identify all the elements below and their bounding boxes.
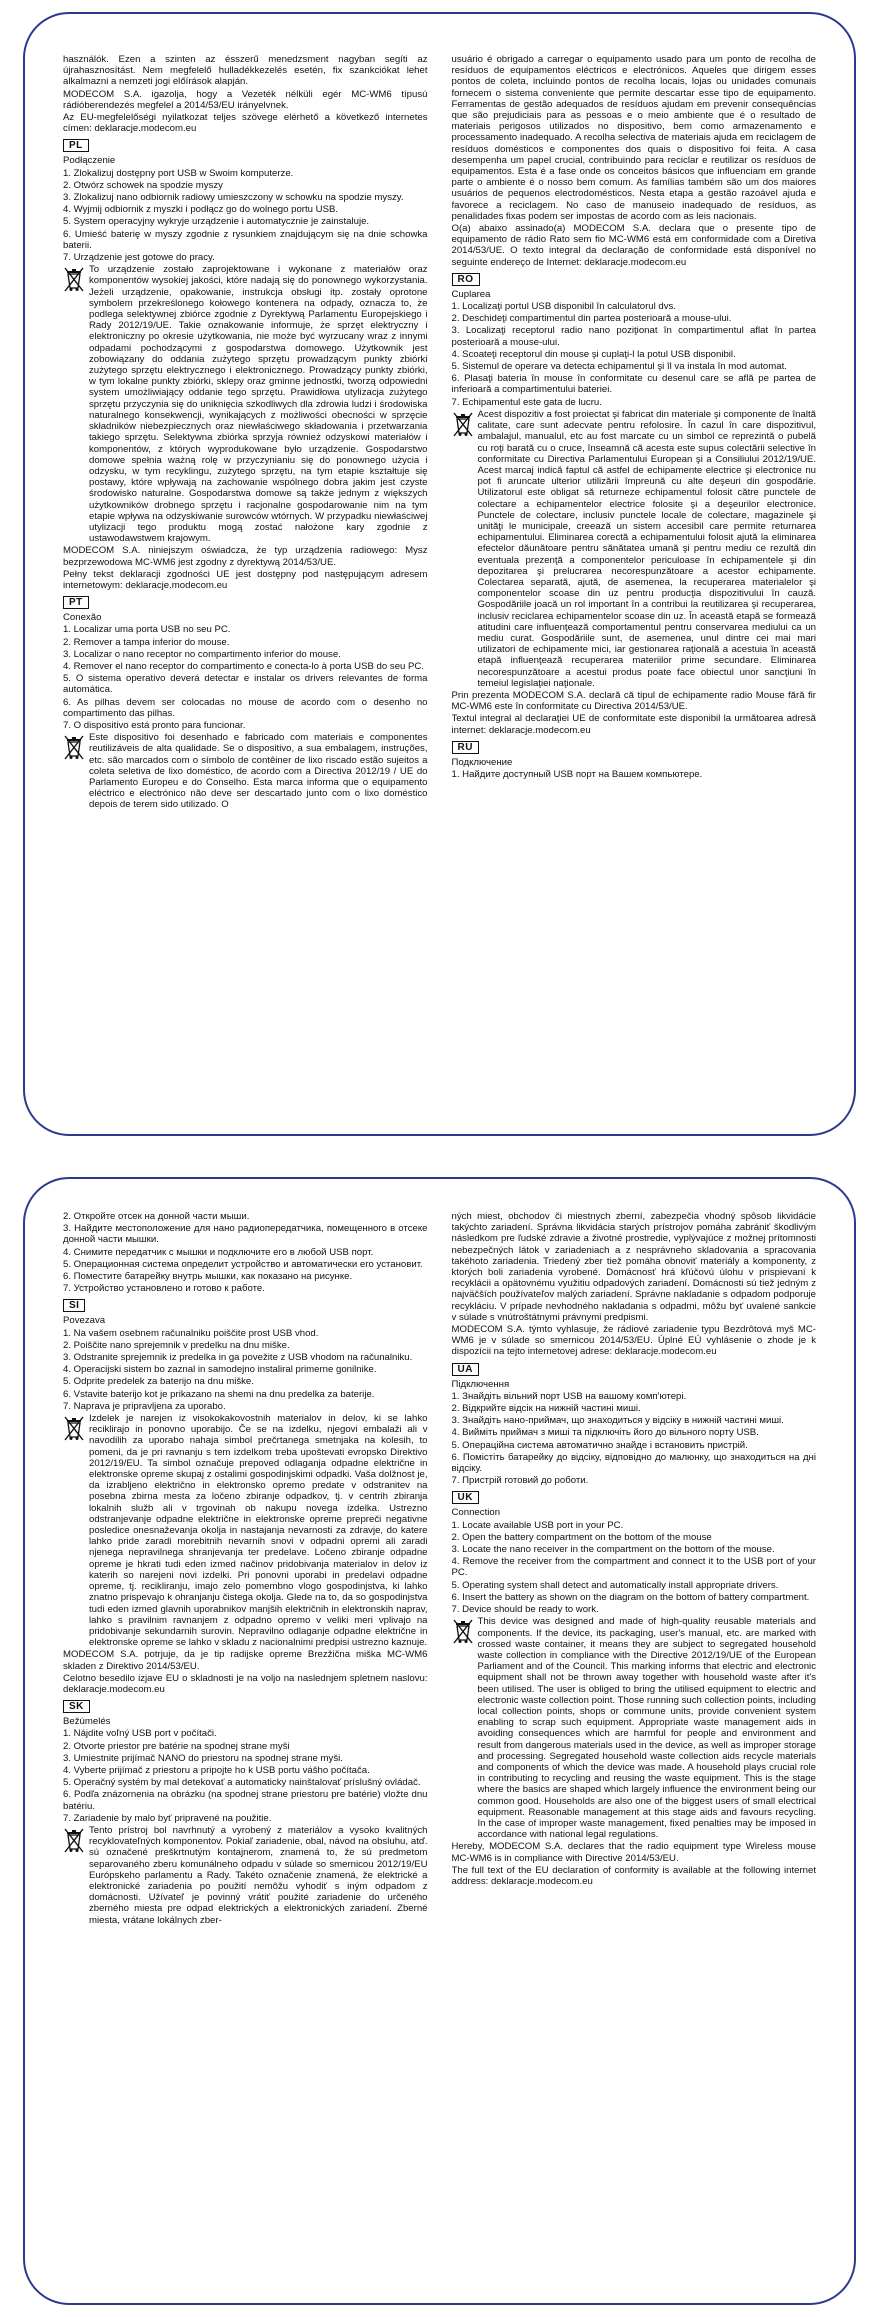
manual-panel-bottom bbox=[23, 1177, 856, 2305]
weee-notice bbox=[452, 409, 817, 690]
text-paragraph: O(a) abaixo assinado(a) MODECOM S.A. declara que o presente tipo de equipamento de rádio Rato sem fio MC-WM6 está em conformidade com a Diretiva 2014/53/UE. O texto integral da declaração de conformidade está disponível no seguinte endereço de Internet: deklaracje.modecom.eu bbox=[451, 223, 816, 268]
text-paragraph: 7. Zariadenie by malo byť pripravené na použitie. bbox=[63, 1812, 272, 1824]
text-paragraph: 6. Plasaţi bateria în mouse în conformitate cu desenul care se află pe partea de inferioară a compartimentului bateriei. bbox=[451, 373, 816, 396]
text-paragraph: 2. Откройте отсек на донной части мыши. bbox=[63, 1211, 250, 1222]
text-paragraph: 4. Вийміть приймач з миші та підключіть його до вільного порту USB. bbox=[451, 1427, 759, 1439]
crossed-bin-icon bbox=[63, 734, 85, 760]
weee-notice bbox=[452, 1616, 817, 1841]
crossed-bin-icon bbox=[452, 411, 474, 437]
text-paragraph: 1. Знайдіть вільний порт USB на вашому комп'ютері. bbox=[451, 1390, 687, 1402]
text-paragraph: Povezava bbox=[63, 1315, 106, 1327]
text-paragraph: 6. Umieść baterię w myszy zgodnie z rysunkiem znajdującym się na dnie schowka baterii. bbox=[63, 228, 428, 251]
text-paragraph: 5. System operacyjny wykryje urządzenie i automatycznie je zainstaluje. bbox=[63, 216, 370, 228]
text-paragraph: 6. Поместите батарейку внутрь мышки, как показано на рисунке. bbox=[63, 1271, 353, 1283]
text-paragraph: 4. Снимите передатчик с мышки и подключите его в любой USB порт. bbox=[63, 1246, 374, 1258]
text-paragraph: 3. Zlokalizuj nano odbiornik radiowy umieszczony w schowku na spodzie myszy. bbox=[63, 192, 404, 204]
text-paragraph: MODECOM S.A. niniejszym oświadcza, że typ urządzenia radiowego: Mysz bezprzewodowa MC-WM6 jest zgodny z dyrektywą 2014/53/UE. bbox=[63, 545, 428, 568]
text-paragraph: 5. O sistema operativo deverá detectar e instalar os drivers relevantes de forma automática. bbox=[63, 673, 428, 696]
language-code-badge: SI bbox=[63, 1299, 85, 1312]
text-paragraph: 1. Na vašem osebnem računalniku poiščite prost USB vhod. bbox=[63, 1327, 319, 1339]
weee-paragraph: To urządzenie zostało zaprojektowane i wykonane z materiałów oraz komponentów wysokiej jakości, które nadają się do ponownego wykorzystania. Jeżeli urządzenie, opakowanie, instrukcja obsługi itp. zostały oprotone symbolem przekreślonego kołowego kontenera na odpady, oznacza to, że podlega selektywnej zbiórce zgodnie z Dyrektywą Parlamentu Europejskiego i Rady 2012/19/UE. Takie oznakowanie informuje, że sprzęt elektryczny i elektroniczny po okresie użytkowania, nie może być wyrzucany wraz z innymi odpadami pochodzącymi z gospodarstwa domowego. Użytkownik jest zobowiązany do oddania zużytego sprzętu prowadzącym punkty zbiórki zużytego sprzętu elektrycznego i elektronicznego. Prowadzący punkty zbiórki, w tym lokalne punkty zbiórki, sklepy oraz gminne jednostki, tworzą odpowiedni system umożliwiający oddanie tego sprzętu. Prawidłowa utylizacja zużytego sprzętu przyczynia się do uniknięcia szkodliwych dla zdrowia ludzi i środowiska naturalnego konsekwencji, wynikających z możliwości obecności w sprzęcie składników niebezpiecznych oraz niewłaściwego składowania i przetwarzania takiego sprzętu. Selektywna zbiórka sprzyja również odzyskowi materiałów i komponentów, z których wyprodukowane było urządzenie. Gospodarstwo domowe spełnia ważną rolę w przyczynianiu się do ponownego użycia i odzysku, w tym recyklingu, zużytego sprzętu, na tym etapie kształtuje się postawy, które wpływają na zachowanie wspólnego dobra jakim jest czyste środowisko naturalne. Gospodarstwa domowe są także jednym z większych użytkowników drobnego sprzętu i racjonalne gospodarowanie nim na tym etapie wpływa na odzyskiwanie surowców wtórnych. W przypadku niewłaściwej utylizacji tego produktu mogą zostać nałożone kary zgodnie z ustawodawstwem krajowym. bbox=[89, 264, 428, 545]
text-paragraph: 1. Zlokalizuj dostępny port USB w Swoim komputerze. bbox=[63, 167, 294, 179]
text-paragraph: Textul integral al declaraţiei UE de conformitate este disponibil la următoarea adresă internet: deklaracje.modecom.eu bbox=[451, 713, 816, 736]
text-paragraph: 7. O dispositivo está pronto para funcionar. bbox=[63, 719, 246, 731]
text-paragraph: 1. Localizar uma porta USB no seu PC. bbox=[63, 624, 231, 636]
text-paragraph: 5. Odprite predelek za baterijo na dnu miške. bbox=[63, 1376, 254, 1388]
language-code-badge: PL bbox=[63, 139, 89, 152]
text-paragraph: 1. Localizaţi portul USB disponibil în calculatorul dvs. bbox=[451, 301, 677, 313]
text-paragraph: Prin prezenta MODECOM S.A. declară că tipul de echipamente radio Mouse fără fir MC-WM6 este în conformitate cu Directiva 2014/53/UE. bbox=[451, 689, 816, 713]
text-paragraph: Подключение bbox=[451, 756, 513, 768]
text-paragraph: 2. Deschideţi compartimentul din partea posterioară a mouse-ului. bbox=[451, 313, 732, 325]
weee-paragraph: Este dispositivo foi desenhado e fabricado com materiais e componentes reutilizáveis de alta qualidade. Se o dispositivo, a sua embalagem, instruções, etc. são marcados com o símbolo de contêiner de lixo riscado estão sujeitos a coleta seletiva de lixo doméstico, de acordo com a Directiva 2012/19 / UE do Parlamento Europeu e do Conselho. Esta marca informa que o equipamento eléctrico e electrónico não deve ser descartado junto com o lixo doméstico depois de terem sido utilizado. O bbox=[89, 732, 428, 811]
text-paragraph: Conexão bbox=[63, 612, 102, 624]
weee-paragraph: Acest dispozitiv a fost proiectat şi fabricat din materiale şi componente de înaltă calitate, care sunt adecvate pentru refolosire. În cazul în care dispozitivul, ambalajul, manualul, etc au fost marcate cu un simbol ce reprezintă o pubelă cu roţi barată cu o cruce, înseamnă că acesta este supus colectării selective în conformitate cu Directiva Parlamentului European şi a Consiliului 2012/19/UE. Acest marcaj indică faptul că astfel de echipamente electrice şi electronice nu pot fi aruncate ulterior utilizării împreună cu alte deşeuri din gospodărie. Utilizatorul este obligat să returneze echipamentul folosit către punctele de colectare a echipamentelor electrice folosite şi a deşeurilor electronice. Punctele de colectare, inclusiv punctele locale de colectare, magazinele şi unităţi le municipale, creează un sistem accesibil care permite returnarea echipamentului. Eliminarea corectă a echipamentului folosit ajută la eliminarea efectelor dăunătoare pentru sănătatea umană şi pentru mediu ce rezultă din eventuala prezenţă a componentelor periculoase în echipamentele şi din depozitarea şi prelucrarea necorespunzătoare a acestor echipamente. Colectarea separată, ajută, de asemenea, la recuperarea materialelor şi componentelor scoase din uz pentru producţia dispozitivului în cauză. Gospodăriile joacă un rol important în a contribui la reutilizarea şi recuperarea, inclusiv reciclarea echipamentelor scoase din uz. În această etapă se formează atitudini care influenţează comportamentul pentru conservarea mediului ca un mediu curat. Gospodăriile sunt, de asemenea, unul dintre cei mai mari utilizatori de echipamente mici, iar gestionarea raţională a acestuia în această etapă influenţează recuperarea materiilor prime secundare. Eliminarea necorespunzătoare a acestui produs poate face obiectul unor sancţiuni în temeiul legislaţiei naţionale. bbox=[477, 408, 816, 689]
crossed-bin-icon bbox=[452, 1618, 474, 1644]
text-paragraph: 7. Urządzenie jest gotowe do pracy. bbox=[63, 252, 215, 264]
text-paragraph: 1. Найдите доступный USB порт на Вашем компьютере. bbox=[451, 768, 703, 780]
text-paragraph: 3. Знайдіть нано-приймач, що знаходиться у відсіку в нижній частині миші. bbox=[451, 1415, 784, 1427]
text-paragraph: 5. Операційна система автоматично знайде і встановить пристрій. bbox=[451, 1439, 748, 1451]
language-code-badge: SK bbox=[63, 1700, 90, 1713]
text-paragraph: 6. As pilhas devem ser colocadas no mouse de acordo com o desenho no compartimento das pilhas. bbox=[63, 696, 428, 719]
text-paragraph: 5. Operačný systém by mal detekovať a automaticky nainštalovať príslušný ovládač. bbox=[63, 1777, 421, 1789]
language-code-badge: UK bbox=[452, 1491, 479, 1504]
language-code-badge: RO bbox=[452, 273, 480, 286]
language-code-badge: UA bbox=[452, 1363, 479, 1376]
text-paragraph: 5. Operating system shall detect and automatically install appropriate drivers. bbox=[451, 1579, 779, 1591]
text-paragraph: usuário é obrigado a carregar o equipamento usado para um ponto de recolha de resíduos de equipamentos eléctricos e electrónicos. Aqueles que dirigem esses pontos de coleta, incluindo pontos de recolha locais, lojas ou unidades comunais fornecem o sistema conveniente que permite descartar esse tipo de equipamento. Ferramentas de gestão adequados de resíduos ajudam em prevenir consequências que são prejudiciais para as pessoas e o meio ambiente que é o resultado de materiais perigosos utilizados no dispositivo, bem como armazenamento e processamento inadequado. A recolha selectiva de materiais ajuda em reciclagem de resíduos domésticos e componentes dos quais o dispositivo foi feita. A casa desempenha um papel crucial, contribuindo para reciclar e reutilizar os resíduos de equipamentos. Esta é a fase onde os conceitos básicos que influenciam em grande parte o ambiente é o nosso bem comum. As famílias também são um dos maiores usuários de pequenos electrodomésticos. Nesta etapa a gestão razoável ajuda e favorece a reciclagem. No caso de manuseio inadequado de resíduos, as penalidades fixas podem ser impostas de acordo com as leis nacionais. bbox=[451, 54, 816, 222]
text-paragraph: 3. Locate the nano receiver in the compartment on the bottom of the mouse. bbox=[451, 1544, 775, 1556]
text-paragraph: ných miest, obchodov či miestnych zberní, zabezpečia vhodný spôsob likvidácie takýchto zariadení. Správna likvidácia starých prístrojov pomáha zabrániť škodlivým následkom pre ľudské zdravie a životné prostredie, vyplývajúce z možnej prítomnosti nebezpečných látok v zariadeniach a z nesprávneho skladovania a spracovania takéhoto zariadenia. Triedený zber tiež pomáha obnoviť materiály a komponenty, z ktorých boli zariadenia vyrobené. Domácnosť hrá kľúčovú úlohu v prispievaní k recyklácii a opätovnému využitiu odpadových zariadení. Domácnosti sú tiež jedným z najväčších používateľov malých zariadení. Správne nakladanie s odpadom podporuje recykláciu. V prípade nevhodného nakladania s odpadmi, môžu byť uvalené sankcie v súlade s vnútroštátnymi právnymi predpismi. bbox=[451, 1211, 816, 1323]
text-paragraph: 3. Найдите местоположение для нано радиопередатчика, помещенного в отсеке донной части мышки. bbox=[63, 1223, 428, 1246]
text-paragraph: MODECOM S.A. potrjuje, da je tip radijske opreme Brezžična miška MC-WM6 skladen z Direktivo 2014/53/EU. bbox=[63, 1649, 428, 1672]
language-code-badge: PT bbox=[63, 596, 89, 609]
text-paragraph: 2. Open the battery compartment on the bottom of the mouse bbox=[451, 1531, 712, 1543]
text-paragraph: Celotno besedilo izjave EU o skladnosti je na voljo na naslednjem spletnem naslovu: deklaracje.modecom.eu bbox=[63, 1672, 428, 1695]
text-paragraph: 3. Umiestnite prijímač NANO do priestoru na spodnej strane myši. bbox=[63, 1752, 343, 1764]
text-column-right bbox=[452, 1211, 817, 2279]
text-paragraph: Podłączenie bbox=[63, 155, 116, 167]
text-paragraph: 1. Locate available USB port in your PC. bbox=[451, 1519, 624, 1531]
text-paragraph: 7. Device should be ready to work. bbox=[451, 1604, 599, 1616]
manual-panel-top bbox=[23, 12, 856, 1136]
text-paragraph: 6. Podľa znázornenia na obrázku (na spodnej strane priestoru pre batérie) vložte dnu batériu. bbox=[63, 1789, 428, 1812]
text-paragraph: 4. Scoateţi receptorul din mouse şi cuplaţi-l la potul USB disponibil. bbox=[451, 348, 736, 360]
crossed-bin-icon bbox=[63, 1415, 85, 1441]
text-paragraph: 4. Wyjmij odbiornik z myszki i podłącz go do wolnego portu USB. bbox=[63, 204, 339, 216]
text-paragraph: 6. Vstavite baterijo kot je prikazano na shemi na dnu predelka za baterije. bbox=[63, 1388, 375, 1400]
weee-paragraph: This device was designed and made of high-quality reusable materials and components. If the device, its packaging, user's manual, etc. are marked with crossed waste container, it means they are subject to segregated household waste collection in compliance with the Directive 2012/19/UE of the European Parliament and of the Council. This marking informs that electric and electronic equipment shall not be thrown away together with household waste after it's been utilised. The user is obliged to bring the utilised equipment to electric and electronic waste collection point. Those running such collection points, including local collection points, shops or commune units, provide convenient system enabling to scrap such equipment. Appropriate waste management aids in avoiding consequences which are harmful for people and environment and result from dangerous materials used in the device, as well as improper storage and processing. Segregated household waste collection aids recycle materials and components of which the device was made. A household plays crucial role in contributing to recycling and reusing the waste equipment. This is the stage where the basics are shaped which largely influence the environment being our common good. Households are also one of the biggest users of small electrical equipment. Reasonable management at this stage aids and favours recycling. In the case of improper waste management, fixed penalties may be imposed in accordance with national legal regulations. bbox=[477, 1616, 816, 1841]
text-paragraph: 2. Remover a tampa inferior do mouse. bbox=[63, 636, 230, 648]
text-paragraph: Bežúmelés bbox=[63, 1716, 111, 1728]
text-paragraph: 7. Echipamentul este gata de lucru. bbox=[451, 396, 602, 408]
text-paragraph: 7. Naprava je pripravljena za uporabo. bbox=[63, 1400, 226, 1412]
text-paragraph: Hereby, MODECOM S.A. declares that the radio equipment type Wireless mouse MC-WM6 is in compliance with Directive 2014/53/EU. bbox=[451, 1841, 816, 1864]
text-paragraph: 3. Localizaţi receptorul radio nano poziţionat în compartimentul aflat în partea posterioară a mouse-ului. bbox=[451, 325, 816, 348]
text-paragraph: 4. Vyberte prijímač z priestoru a pripojte ho k USB portu vášho počítača. bbox=[63, 1764, 370, 1776]
text-paragraph: 2. Відкрийте відсік на нижній частині миші. bbox=[451, 1403, 641, 1415]
text-paragraph: 1. Nájdite voľný USB port v počítači. bbox=[63, 1728, 217, 1740]
text-paragraph: Cuplarea bbox=[451, 288, 491, 300]
text-paragraph: 4. Remover el nano receptor do compartimento e conecta-lo à porta USB do seu PC. bbox=[63, 660, 425, 672]
weee-notice bbox=[63, 1825, 428, 1927]
weee-paragraph: Tento prístroj bol navrhnutý a vyrobený z materiálov a vysoko kvalitných recyklovateľných komponentov. Pokiaľ zariadenie, obal, návod na obsluhu, atď. sú označené preškrtnutým kontajnerom, znamená to, že sú predmetom separovaného zberu komunálneho odpadu v súlade so smernicou 2012/19/EU Európskeho parlamentu a Rady. Takéto označenie znamená, že elektrické a elektronické zariadenia po použití nemôžu vyhodiť s iným odpadom z domácnosti. Užívateľ je povinný vrátiť použité zariadenie do určeného zberného miesta pre odpad elektrických a elektronických zariadení. Zberné miesta, vrátane lokálnych zber- bbox=[89, 1824, 428, 1926]
text-paragraph: 7. Пристрій готовий до роботи. bbox=[451, 1475, 589, 1487]
text-column-left bbox=[63, 1211, 428, 2279]
text-paragraph: Pełny tekst deklaracji zgodności UE jest dostępny pod następującym adresem internetowym: deklaracje.modecom.eu bbox=[63, 568, 428, 591]
text-paragraph: 6. Помістіть батарейку до відсіку, відповідно до малюнку, що знаходиться на дні відсіку. bbox=[451, 1451, 816, 1475]
text-column-right bbox=[452, 54, 817, 1110]
crossed-bin-icon bbox=[63, 1827, 85, 1853]
text-paragraph: Connection bbox=[451, 1507, 501, 1519]
text-paragraph: 5. Sistemul de operare va detecta echipamentul şi îl va instala în mod automat. bbox=[451, 361, 787, 373]
text-column-left bbox=[63, 54, 428, 1110]
text-paragraph: MODECOM S.A. igazolja, hogy a Vezeték nélküli egér MC-WM6 típusú rádióberendezés megfelel a 2014/53/EU irányelvnek. bbox=[63, 88, 428, 111]
text-paragraph: 4. Operacijski sistem bo zaznal in samodejno instaliral primerne gonilnike. bbox=[63, 1364, 377, 1376]
text-paragraph: 7. Устройство установлено и готово к работе. bbox=[63, 1283, 265, 1295]
text-paragraph: 2. Otwórz schowek na spodzie myszy bbox=[63, 179, 223, 191]
text-paragraph: 3. Odstranite sprejemnik iz predelka in ga povežite z USB vhodom na računalniku. bbox=[63, 1352, 413, 1364]
text-paragraph: 4. Remove the receiver from the compartment and connect it to the USB port of your PC. bbox=[451, 1556, 816, 1579]
text-paragraph: 5. Операционная система определит устройство и автоматически его установит. bbox=[63, 1258, 423, 1270]
text-paragraph: The full text of the EU declaration of conformity is available at the following internet address: deklaracje.modecom.eu bbox=[451, 1864, 816, 1887]
weee-notice bbox=[63, 732, 428, 811]
text-paragraph: 2. Otvorte priestor pre batérie na spodnej strane myši bbox=[63, 1740, 290, 1752]
weee-notice bbox=[63, 1413, 428, 1649]
text-paragraph: 6. Insert the battery as shown on the diagram on the bottom of battery compartment. bbox=[451, 1591, 810, 1603]
text-paragraph: Az EU-megfelelőségi nyilatkozat teljes szövege elérhető a következő internetes címen: deklaracje.modecom.eu bbox=[63, 112, 428, 135]
text-paragraph: használók. Ezen a szinten az ésszerű menedzsment nagyban segíti az újrahasznosítást. Nem megfelelő hulladékkezelés esetén, fix szankciókat lehet alkalmazni a nemzeti jogi előírások alapján. bbox=[63, 54, 428, 88]
weee-notice bbox=[63, 264, 428, 545]
text-paragraph: MODECOM S.A. týmto vyhlasuje, že rádiové zariadenie typu Bezdrôtová myš MC-WM6 je v súlade so smernicou 2014/53/EU. Úplné EÚ vyhlásenie o zhode je k dispozícii na tejto internetovej adrese: deklaracje.modecom.eu bbox=[451, 1324, 816, 1358]
text-paragraph: 3. Localizar o nano receptor no compartimento inferior do mouse. bbox=[63, 648, 341, 660]
text-paragraph: 2. Poiščite nano sprejemnik v predelku na dnu miške. bbox=[63, 1339, 290, 1351]
language-code-badge: RU bbox=[452, 741, 479, 754]
weee-paragraph: Izdelek je narejen iz visokokakovostnih materialov in delov, ki se lahko reciklirajo in ponovno uporabijo. Če se na izdelku, njegovi embalaži ali v navodilih za uporabo nahaja simbol prečrtanega smetnjaka na kolesih, to pomeni, da je pri ravnanju s tem izdelkom treba upoštevati evropsko Direktivo 2012/19/EU. Ta simbol označuje prepoved odlaganja odpadne električne in elektronske opreme skupaj z ostalimi gospodinjskimi odpadki. Vaša dolžnost je, da izrabljeno električno in elektronsko opremo predate v odstranitev na posebna zbirna mesta za ločeno zbiranje odpadkov, tj. v centrih zbiranja lokalnih služb ali v trgovinah ob nakupu novega izdelka. Ustrezno odstranjevanje odpadne električne in elektronske opreme prepreči negativne posledice onesnaževanja okolja in nastajanja nevarnosti za zdravje, do katere lahko pride zaradi morebitnih nevarnih snovi v odpadni opremi ali zaradi njenega nepravilnega shranjevanja ter predelave. Ločeno zbiranje odpadne opreme je hkrati tudi eden izmed načinov pridobivanja materialov in delov iz katerih so narejeni novi izdelki. Pri ponovni uporabi in predelavi odpadne opreme, tj. recikliranju, imajo zelo pomembno vlogo gospodinjstva, ki lahko znatno prispevajo k ohranjanju čistega okolja. Glede na to, da so gospodinjstva tudi eden izmed glavnih uporabnikov manjših električnih in elektronskih naprav, lahko s pravilnim ravnanjem z odpadno opremo v veliki meri vplivajo na pridobivanje sekundarnih surovin. Nepravilno odlaganje odpadne električne in elektronske opreme se lahko v skladu z nacionalnimi predpisi ustrezno kaznuje. bbox=[89, 1413, 428, 1649]
text-paragraph: Підключення bbox=[451, 1378, 510, 1390]
crossed-bin-icon bbox=[63, 266, 85, 292]
